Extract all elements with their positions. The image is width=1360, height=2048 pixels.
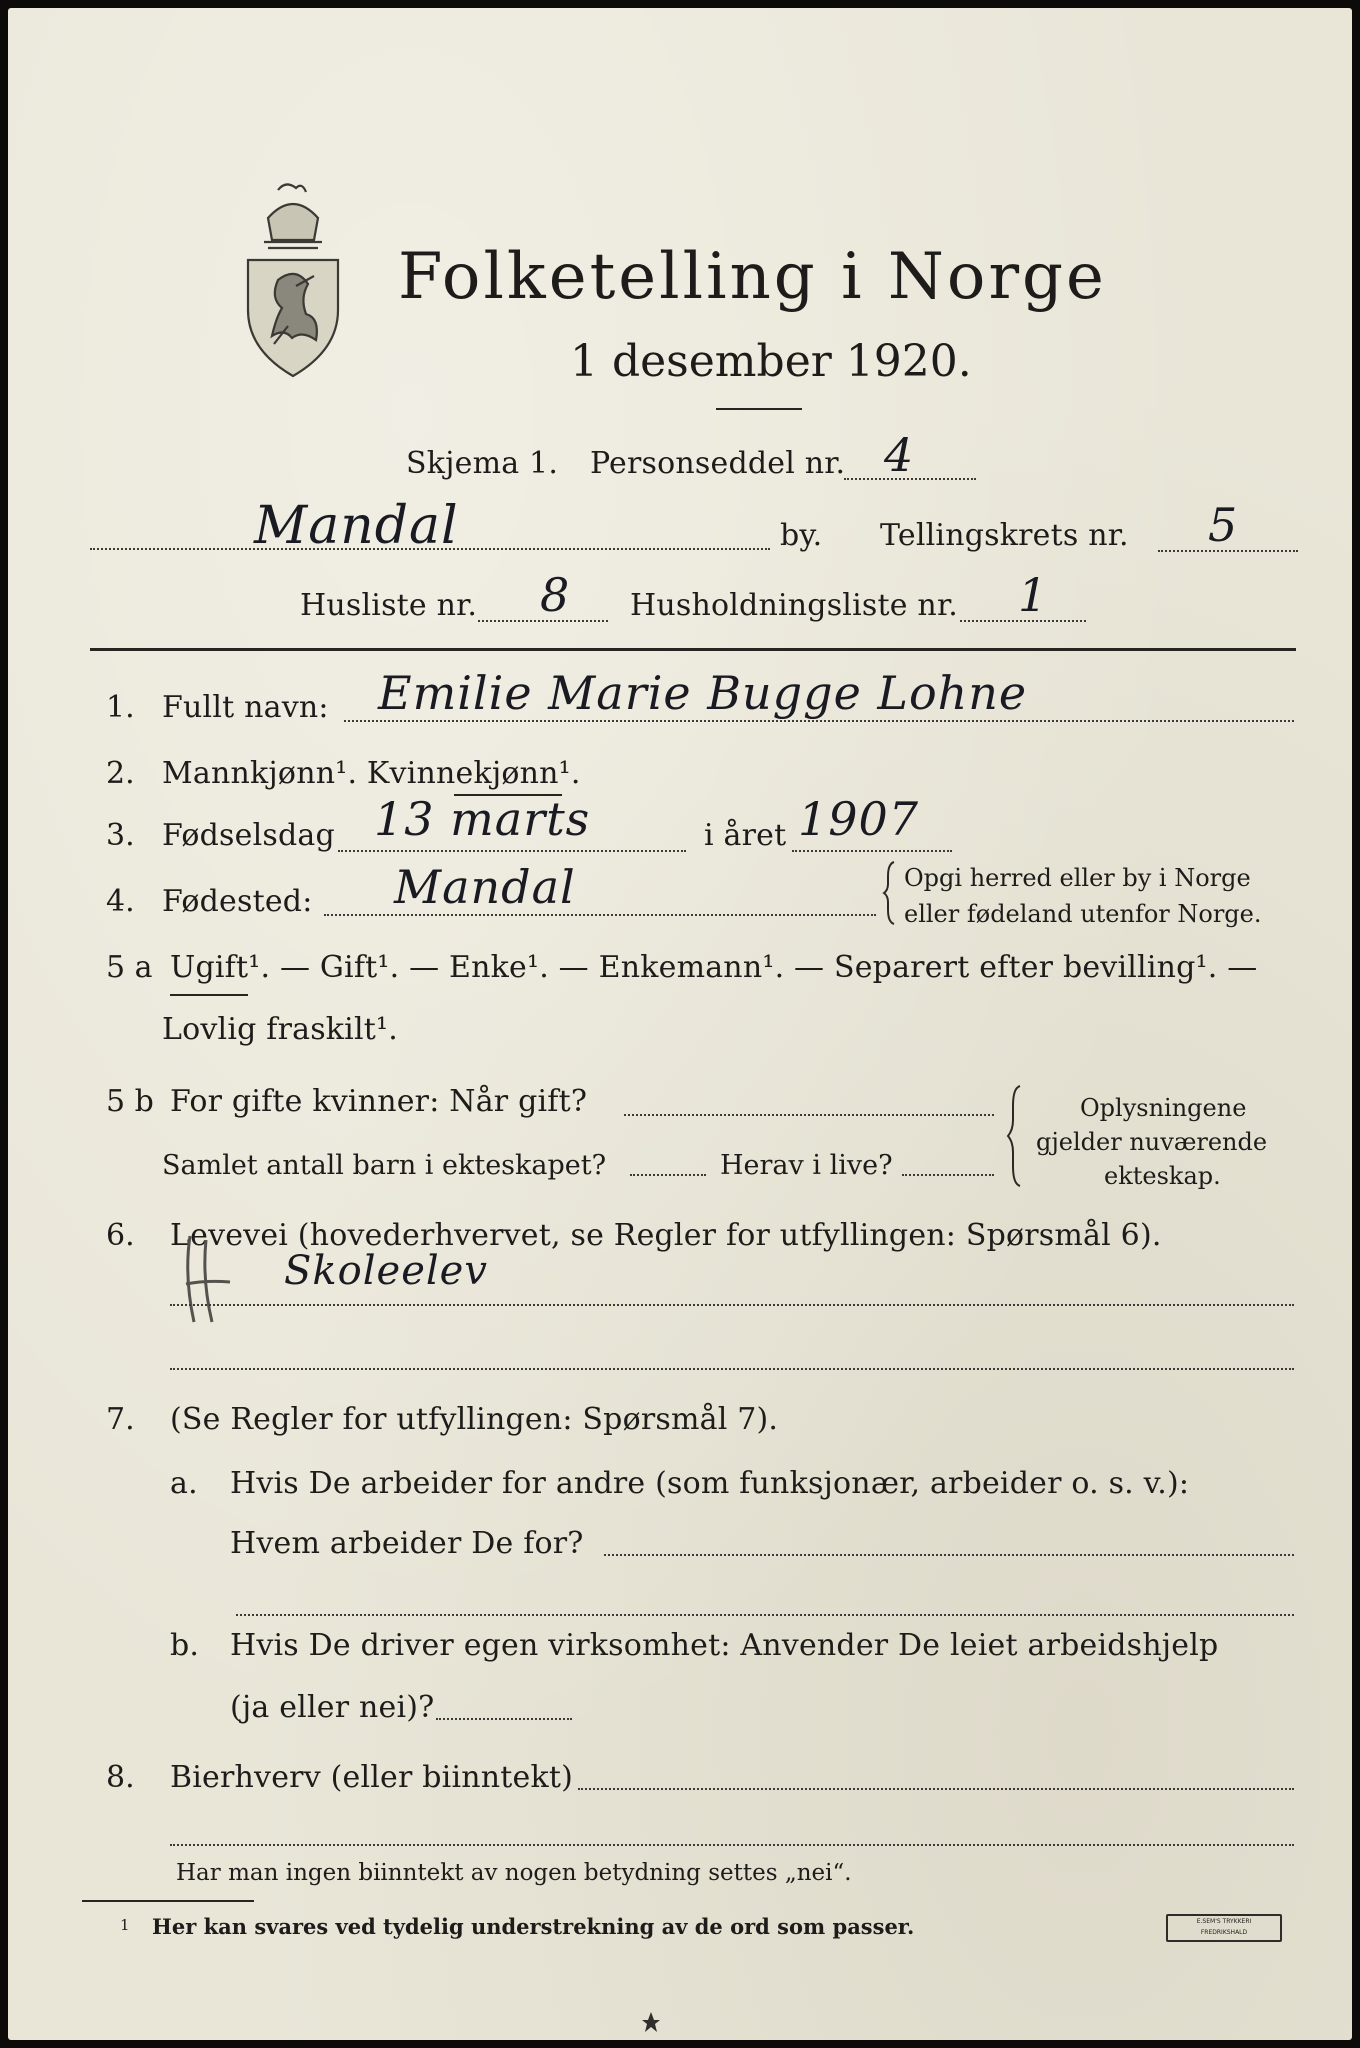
- husliste-label: Husliste nr.: [300, 588, 478, 623]
- city-value[interactable]: Mandal: [254, 496, 459, 556]
- birthplace-value[interactable]: Mandal: [394, 860, 576, 914]
- q8-number: 8.: [106, 1760, 135, 1795]
- q3-number: 3.: [106, 818, 135, 853]
- birthplace-note-1: Opgi herred eller by i Norge: [904, 864, 1251, 892]
- personseddel-value[interactable]: 4: [884, 428, 915, 482]
- married-when-label: For gifte kvinner: Når gift?: [170, 1084, 588, 1119]
- q7b-letter: b.: [170, 1628, 200, 1663]
- checkmark-icon: [176, 1230, 246, 1330]
- hired-help-line: [436, 1718, 572, 1720]
- occupation-line-2: [170, 1368, 1294, 1370]
- footnote-text: Her kan svares ved tydelig understrekning av de ord som passer.: [152, 1914, 915, 1939]
- bracket-icon: [1006, 1084, 1024, 1190]
- birthplace-label: Fødested:: [162, 884, 313, 919]
- personseddel-label: Personseddel nr.: [590, 446, 846, 481]
- occupation-label: Levevei (hovederhvervet, se Regler for utfyllingen: Spørsmål 6).: [170, 1218, 1162, 1253]
- printer-stamp-line-1: E.SEM'S TRYKKERI: [1196, 1918, 1252, 1925]
- birth-year-line: [792, 850, 952, 852]
- side-income-label: Bierhverv (eller biinntekt): [170, 1760, 574, 1795]
- q7-number: 7.: [106, 1402, 135, 1437]
- marital-underline: [170, 994, 248, 996]
- q5b-number: 5 b: [106, 1084, 154, 1119]
- printer-stamp-line-2: FREDRIKSHALD: [1200, 1929, 1248, 1936]
- marriage-note-3: ekteskap.: [1104, 1162, 1221, 1190]
- q2-number: 2.: [106, 756, 135, 791]
- skjema-label: Skjema 1.: [406, 446, 559, 481]
- side-income-line-1: [578, 1788, 1294, 1790]
- tellingskrets-value[interactable]: 5: [1208, 498, 1239, 552]
- birthdate-label: Fødselsdag: [162, 818, 335, 853]
- full-name-value[interactable]: Emilie Marie Bugge Lohne: [378, 666, 1028, 720]
- punch-mark-icon: [640, 2010, 662, 2032]
- alive-line: [902, 1174, 994, 1176]
- q5a-number: 5 a: [106, 950, 153, 985]
- birth-year-value[interactable]: 1907: [798, 792, 920, 846]
- tellingskrets-label: Tellingskrets nr.: [880, 518, 1129, 553]
- birthdate-value[interactable]: 13 marts: [374, 792, 591, 846]
- q6-number: 6.: [106, 1218, 135, 1253]
- marriage-note-1: Oplysningene: [1080, 1094, 1247, 1122]
- birthplace-line: [324, 914, 876, 916]
- side-income-line-2: [170, 1844, 1294, 1846]
- q7a-label: Hvis De arbeider for andre (som funksjonær, arbeider o. s. v.):: [230, 1466, 1190, 1501]
- header-rule: [90, 648, 1296, 651]
- husholdning-value[interactable]: 1: [1018, 568, 1049, 622]
- footnote-divider: [82, 1900, 254, 1902]
- q1-number: 1.: [106, 690, 135, 725]
- q1-line: [344, 720, 1294, 722]
- hired-help-label: (ja eller nei)?: [230, 1690, 435, 1725]
- census-form: [8, 8, 1352, 2040]
- birth-year-label: i året: [704, 818, 787, 853]
- bracket-icon: [882, 860, 898, 926]
- side-income-note: Har man ingen biinntekt av nogen betydning settes „nei“.: [176, 1860, 852, 1886]
- gender-label: Mannkjønn¹. Kvinnekjønn¹.: [162, 756, 581, 791]
- q7b-label: Hvis De driver egen virksomhet: Anvender De leiet arbeidshjelp: [230, 1628, 1219, 1663]
- employer-line-2: [236, 1614, 1294, 1616]
- alive-label: Herav i live?: [720, 1150, 893, 1181]
- employer-line-1: [604, 1554, 1294, 1556]
- form-title: Folketelling i Norge: [398, 240, 1107, 314]
- marriage-note-2: gjelder nuværende: [1036, 1128, 1268, 1156]
- printer-stamp: [1166, 1914, 1282, 1942]
- footnote-marker: 1: [120, 1916, 130, 1934]
- children-line: [630, 1174, 706, 1176]
- marital-status-label: Ugift¹. — Gift¹. — Enke¹. — Enkemann¹. — Separert efter bevilling¹. —: [170, 950, 1258, 985]
- birthplace-note-2: eller fødeland utenfor Norge.: [904, 900, 1262, 928]
- census-date: 1 desember 1920.: [570, 336, 972, 387]
- birthdate-line: [338, 850, 686, 852]
- title-divider: [716, 408, 802, 410]
- children-label: Samlet antall barn i ekteskapet?: [162, 1150, 607, 1181]
- married-when-line: [624, 1114, 994, 1116]
- coat-of-arms-icon: [238, 176, 348, 380]
- q7-label: (Se Regler for utfyllingen: Spørsmål 7).: [170, 1402, 779, 1437]
- q1-label: Fullt navn:: [162, 690, 329, 725]
- q7a-letter: a.: [170, 1466, 198, 1501]
- husliste-value[interactable]: 8: [540, 568, 571, 622]
- occupation-value[interactable]: Skoleelev: [284, 1248, 488, 1294]
- husholdning-label: Husholdningsliste nr.: [630, 588, 958, 623]
- by-label: by.: [780, 518, 823, 553]
- q4-number: 4.: [106, 884, 135, 919]
- occupation-line-1: [170, 1304, 1294, 1306]
- employer-label: Hvem arbeider De for?: [230, 1526, 584, 1561]
- marital-status-label-2: Lovlig fraskilt¹.: [162, 1012, 398, 1047]
